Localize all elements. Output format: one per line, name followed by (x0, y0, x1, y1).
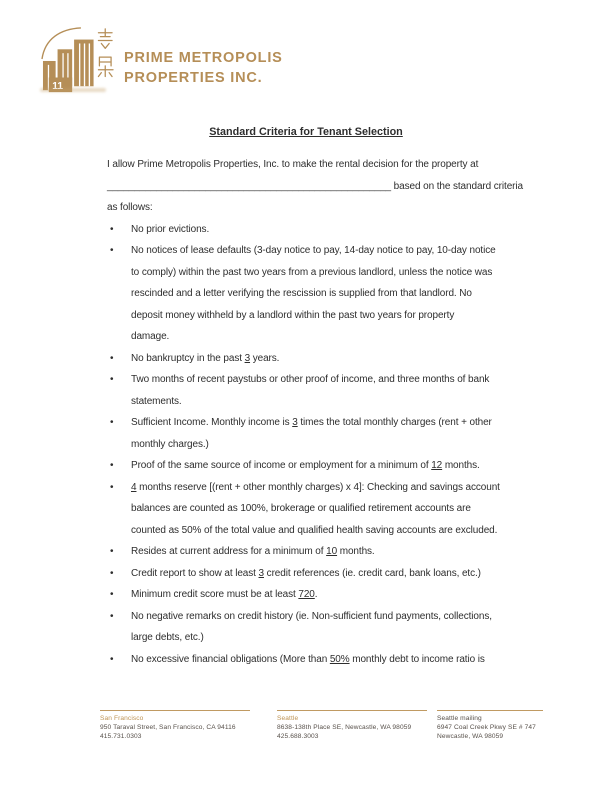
footer-address-line: 8638-138th Place SE, Newcastle, WA 98059 (277, 724, 412, 732)
footer-office-heading: San Francisco (100, 715, 144, 722)
logo-tagline-smudge (40, 88, 106, 92)
bullet-icon: • (110, 352, 114, 364)
intro-line: ____________________________________________________ based on the standard criteria (107, 180, 523, 192)
intro-line: as follows: (107, 202, 153, 213)
bullet-icon: • (110, 567, 114, 579)
document-body (107, 154, 527, 670)
criteria-item (107, 369, 527, 412)
criteria-text: Sufficient Income. Monthly income is 3 times the total monthly charges (rent + other monthly charges.) (131, 417, 492, 450)
criteria-list (107, 219, 527, 671)
intro-paragraph (107, 154, 527, 219)
bullet-icon: • (110, 546, 114, 557)
footer-office-heading: Seattle mailing (437, 715, 482, 722)
criteria-text: No bankruptcy in the past 3 years. (131, 352, 280, 364)
buildings-icon (43, 40, 94, 93)
criteria-text: No notices of lease defaults (3-day notice to pay, 14-day notice to pay, 10-day notice to comply) within the past two years from a previous landlord, unless the notice was rescinded and a letter verifying the rescission is supplied from that landlord. No deposit money withheld by a landlord within the past two years for property damage. (131, 245, 496, 342)
intro-line: I allow Prime Metropolis Properties, Inc. to make the rental decision for the property at (107, 159, 479, 170)
bullet-icon: • (110, 374, 114, 385)
footer-address-line: 415.731.0303 (100, 733, 142, 741)
criteria-item (107, 455, 527, 477)
bullet-icon: • (110, 653, 114, 665)
company-name-line1: PRIME METROPOLIS (124, 50, 283, 66)
page-title (0, 126, 612, 138)
bullet-icon: • (110, 481, 114, 493)
criteria-item (107, 477, 527, 542)
criteria-text: No negative remarks on credit history (ie. Non-sufficient fund payments, collections, large debts, etc.) (131, 610, 492, 643)
logo-building-number: 11 (52, 81, 64, 93)
logo-mark (38, 24, 118, 96)
criteria-text: Two months of recent paystubs or other proof of income, and three months of bank statements. (131, 374, 490, 407)
bullet-icon: • (110, 589, 114, 600)
company-name-line2: PROPERTIES INC. (124, 70, 263, 86)
company-name (124, 48, 283, 88)
company-logo (38, 24, 283, 96)
criteria-text: No prior evictions. (131, 223, 210, 235)
footer-column (277, 710, 427, 742)
criteria-text: Minimum credit score must be at least 720. (131, 589, 318, 600)
criteria-item (107, 240, 527, 348)
footer-column (100, 710, 250, 742)
criteria-item (107, 219, 527, 241)
bullet-icon: • (110, 223, 114, 235)
bullet-icon: • (110, 245, 114, 256)
footer-address-line: 6947 Coal Creek Pkwy SE # 747 (437, 724, 536, 732)
criteria-item (107, 584, 527, 606)
criteria-item (107, 649, 527, 671)
criteria-item (107, 563, 527, 585)
chinese-characters-icon (98, 29, 113, 77)
criteria-text: Credit report to show at least 3 credit references (ie. credit card, bank loans, etc.) (131, 567, 481, 579)
criteria-item (107, 606, 527, 649)
bullet-icon: • (110, 460, 114, 471)
criteria-text: No excessive financial obligations (More than 50% monthly debt to income ratio is (131, 653, 485, 665)
bullet-icon: • (110, 610, 114, 622)
criteria-text: Resides at current address for a minimum of 10 months. (131, 546, 375, 557)
bullet-icon: • (110, 417, 114, 428)
footer-address-line: 950 Taraval Street, San Francisco, CA 94116 (100, 724, 236, 732)
footer-address-line: Newcastle, WA 98059 (437, 733, 504, 741)
criteria-text: Proof of the same source of income or employment for a minimum of 12 months. (131, 460, 480, 471)
criteria-text: 4 months reserve [(rent + other monthly charges) x 4]: Checking and savings account balances are counted as 100%, brokerage or qualified retirement accounts are counted as 50% of the total value and qualified health saving accounts are excluded. (131, 481, 500, 536)
page-title-text: Standard Criteria for Tenant Selection (209, 126, 403, 138)
criteria-item (107, 412, 527, 455)
criteria-item (107, 348, 527, 370)
footer-address-line: 425.688.3003 (277, 733, 319, 741)
footer-column (437, 710, 543, 742)
footer-office-heading: Seattle (277, 715, 299, 722)
criteria-item (107, 541, 527, 563)
